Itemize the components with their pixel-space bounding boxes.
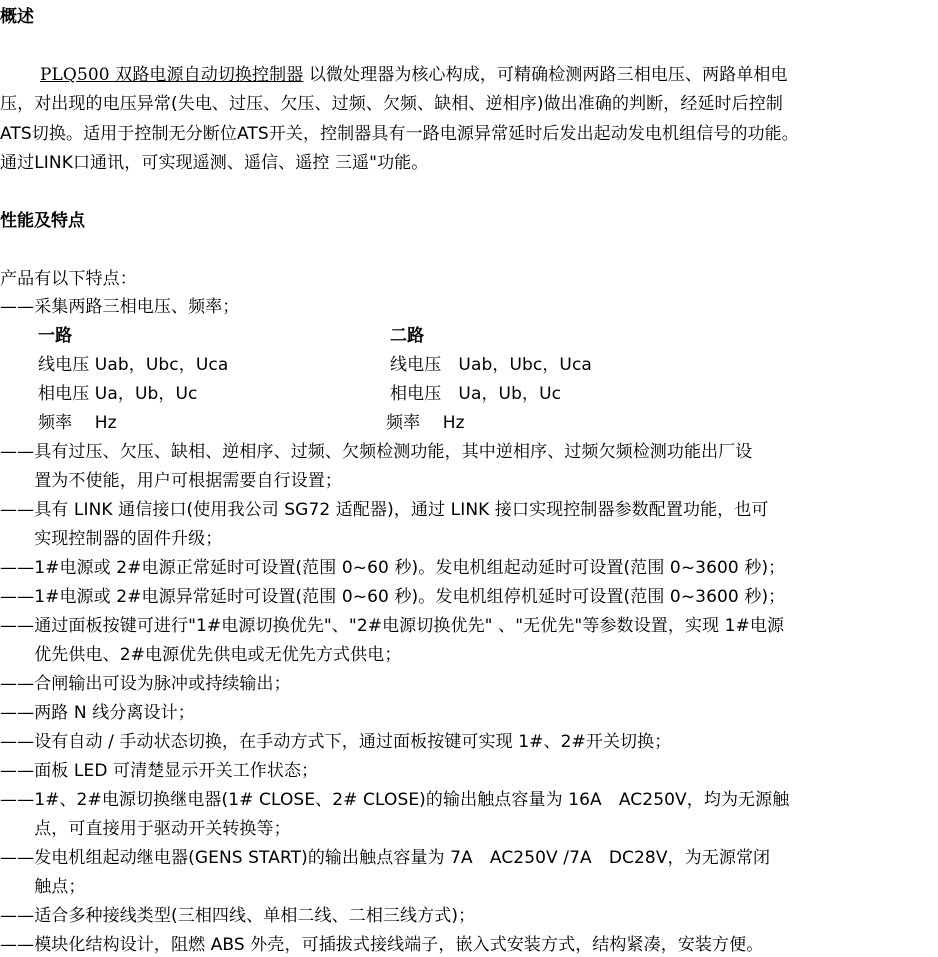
overview-line-2: 压，对出现的电压异常(失电、过压、欠压、过频、欠频、缺相、逆相序)做出准确的判断，经延时后控制 — [0, 94, 783, 114]
feature-line: 触点； — [0, 877, 86, 897]
feature-line: ——设有自动 / 手动状态切换，在手动方式下，通过面板按键可实现 1#、2#开关切换； — [0, 732, 672, 752]
col2-row: 频率 Hz — [386, 413, 465, 433]
feature-line: 实现控制器的固件升级； — [0, 529, 223, 549]
features-intro: 产品有以下特点： — [0, 269, 137, 289]
feature-line: ——具有过压、欠压、缺相、逆相序、过频、欠频检测功能，其中逆相序、过频欠频检测功能出厂设 — [0, 442, 753, 462]
feature-line: ——发电机组起动继电器(GENS START)的输出触点容量为 7A AC250V /7A DC28V，为无源常闭 — [0, 848, 771, 868]
feature-line: ——合闸输出可设为脉冲或持续输出； — [0, 674, 291, 694]
product-name: PLQ500 双路电源自动切换控制器 — [40, 65, 304, 85]
section-heading-overview: 概述 — [0, 7, 34, 27]
column-heading-line2: 二路 — [390, 326, 425, 346]
feature-line: ——通过面板按键可进行"1#电源切换优先"、"2#电源切换优先" 、"无优先"等参数设置，实现 1#电源 — [0, 616, 785, 636]
feature-line: ——1#电源或 2#电源异常延时可设置(范围 0~60 秒)。发电机组停机延时可设置(范围 0~3600 秒)； — [0, 587, 786, 607]
overview-line-1 — [40, 60, 788, 85]
feature-line: ——两路 N 线分离设计； — [0, 703, 195, 723]
feature-line: ——面板 LED 可清楚显示开关工作状态； — [0, 761, 319, 781]
overview-line-4: 通过LINK口通讯，可实现遥测、遥信、遥控 三遥"功能。 — [0, 153, 429, 173]
col2-row: 线电压 Uab，Ubc，Uca — [390, 355, 592, 375]
feature-item-collect: ——采集两路三相电压、频率； — [0, 297, 240, 317]
col2-row: 相电压 Ua，Ub，Uc — [390, 384, 562, 404]
col1-row: 相电压 Ua，Ub，Uc — [38, 384, 198, 404]
feature-line: ——1#电源或 2#电源正常延时可设置(范围 0~60 秒)。发电机组起动延时可设置(范围 0~3600 秒)； — [0, 558, 786, 578]
col1-row: 频率 Hz — [38, 413, 117, 433]
col1-row: 线电压 Uab，Ubc，Uca — [38, 355, 229, 375]
feature-line: 优先供电、2#电源优先供电或无优先方式供电； — [0, 645, 402, 665]
overview-line-3: ATS切换。适用于控制无分断位ATS开关，控制器具有一路电源异常延时后发出起动发电机组信号的功能。 — [0, 124, 799, 144]
section-heading-features: 性能及特点 — [0, 211, 85, 231]
feature-line: 置为不使能，用户可根据需要自行设置； — [0, 471, 342, 491]
feature-line: ——适合多种接线类型(三相四线、单相二线、二相三线方式)； — [0, 906, 476, 926]
overview-line-1-rest: 以微处理器为核心构成，可精确检测两路三相电压、两路单相电 — [303, 65, 788, 85]
feature-line: 点，可直接用于驱动开关转换等； — [0, 819, 291, 839]
feature-line: ——1#、2#电源切换继电器(1# CLOSE、2# CLOSE)的输出触点容量为 16A AC250V，均为无源触 — [0, 790, 790, 810]
feature-line: ——模块化结构设计，阻燃 ABS 外壳，可插拔式接线端子，嵌入式安装方式，结构紧凑，安装方便。 — [0, 935, 764, 955]
feature-line: ——具有 LINK 通信接口(使用我公司 SG72 适配器)，通过 LINK 接口实现控制器参数配置功能，也可 — [0, 500, 769, 520]
column-heading-line1: 一路 — [38, 326, 73, 346]
